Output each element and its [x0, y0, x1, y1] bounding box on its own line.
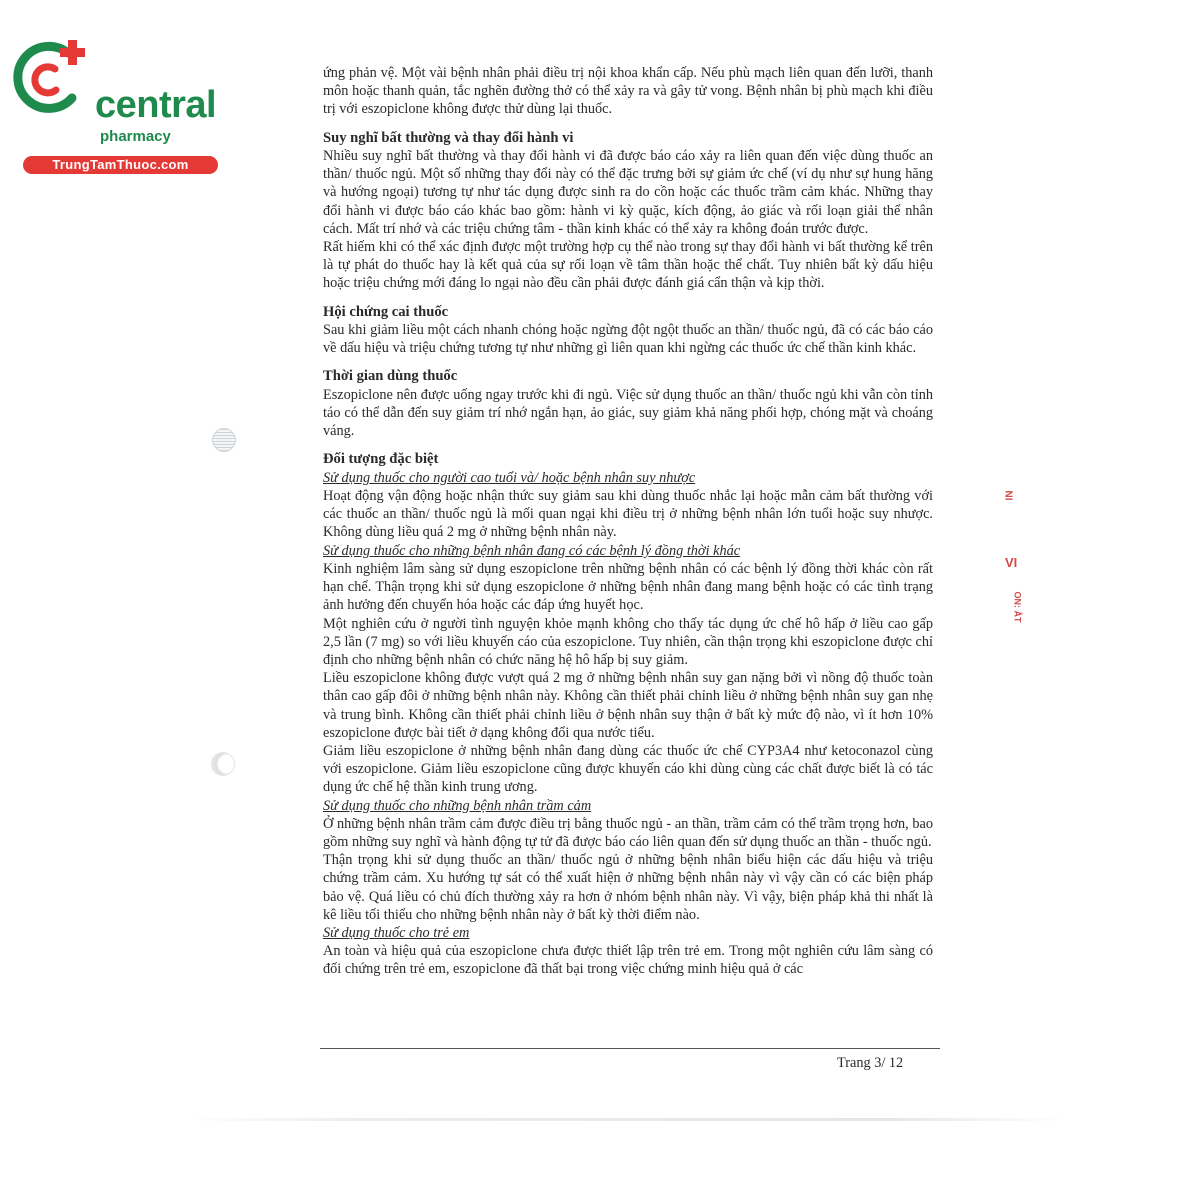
subsection-heading: Sử dụng thuốc cho trẻ em [323, 924, 470, 941]
logo-mark-icon [10, 38, 92, 120]
margin-stamp-mark: ON: ẮT [1012, 591, 1023, 623]
subsection-heading: Sử dụng thuốc cho những bệnh nhân đang có các bệnh lý đồng thời khác [323, 542, 741, 559]
paragraph: Rất hiếm khi có thể xác định được một trường hợp cụ thể nào trong sự thay đổi hành vi bất thường kể trên là tự phát do thuốc hay là kết quả của sự rối loạn về tâm thần hoặc thể chất. Tuy nhiên bất kỳ dấu hiệu hoặc triệu chứng mới đáng lo ngại nào đều cần phải được đánh giá cẩn thận và kịp thời. [323, 239, 933, 292]
logo-url-badge[interactable]: TrungTamThuoc.com [23, 156, 218, 174]
section-heading: Đối tượng đặc biệt [323, 451, 439, 468]
paragraph: Hoạt động vận động hoặc nhận thức suy giảm sau khi dùng thuốc nhắc lại hoặc mẫn cảm bất thường với các thuốc an thần/ thuốc ngủ là mối quan ngại khi điều trị ở những bệnh nhân lớn tuổi hoặc suy nhược. Không dùng liều quá 2 mg ở những bệnh nhân này. [323, 488, 933, 541]
paragraph: ứng phản vệ. Một vài bệnh nhân phải điều trị nội khoa khẩn cấp. Nếu phù mạch liên quan đến lưỡi, thanh môn hoặc thanh quản, tắc nghẽn đường thở có thể xảy ra và gây tử vong. Bệnh nhân bị phù mạch khi điều trị với eszopiclone không được thử dùng lại thuốc. [323, 65, 933, 118]
page-number: Trang 3/ 12 [837, 1055, 904, 1071]
paragraph: Sau khi giảm liều một cách nhanh chóng hoặc ngừng đột ngột thuốc an thần/ thuốc ngủ, đã có các báo cáo về dấu hiệu và triệu chứng tương tự như những gì liên quan khi ngừng các thuốc ức chế thần kinh khác. [323, 322, 933, 357]
paragraph: Nhiều suy nghĩ bất thường và thay đổi hành vi đã được báo cáo xảy ra liên quan đến việc dùng thuốc an thần/ thuốc ngủ. Một số những thay đổi này có thể đặc trưng bởi sự giảm ức chế (ví dụ như sự hung hăng và hướng ngoại) tương tự như tác dụng được sinh ra do cồn hoặc các thuốc trầm cảm khác. Những thay đổi hành vi được báo cáo khác bao gồm: hành vi kỳ quặc, kích động, ảo giác và rối loạn giải thể nhân cách. Mất trí nhớ và các triệu chứng tâm - thần kinh khác có thể xảy ra không đoán trước được. [323, 148, 933, 237]
logo-subtitle: pharmacy [100, 128, 171, 145]
paragraph: Ở những bệnh nhân trầm cảm được điều trị bằng thuốc ngủ - an thần, trầm cảm có thể trầm trọng hơn, bao gồm những suy nghĩ và hành động tự tử đã được báo cáo liên quan đến sử dụng thuốc an thần - thuốc ngủ. [323, 815, 933, 850]
margin-stamp-mark: VI [1005, 555, 1018, 570]
subsection-heading: Sử dụng thuốc cho những bệnh nhân trầm cảm [323, 797, 592, 814]
section-heading: Thời gian dùng thuốc [323, 368, 458, 385]
punch-hole-icon [211, 752, 235, 776]
document-body [323, 64, 933, 979]
paragraph: Kinh nghiệm lâm sàng sử dụng eszopiclone trên những bệnh nhân có các bệnh lý đồng thời khác còn rất hạn chế. Thận trọng khi sử dụng eszopiclone ở những bệnh nhân đang mang bệnh hoặc có các tình trạng ảnh hưởng đến chuyển hóa hoặc các đáp ứng huyết học. [323, 560, 933, 614]
paragraph: Một nghiên cứu ở người tình nguyện khỏe mạnh không cho thấy tác dụng ức chế hô hấp ở liều cao gấp 2,5 lần (7 mg) so với liều khuyến cáo của eszopiclone. Tuy nhiên, cần thận trọng khi eszopiclone được chỉ định cho những bệnh nhân có chức năng hệ hô hấp bị suy giảm. [323, 615, 933, 668]
footer-divider [320, 1048, 940, 1049]
logo-name: central [95, 84, 217, 126]
margin-stamp-mark: NI [1002, 490, 1014, 501]
paragraph: Liều eszopiclone không được vượt quá 2 mg ở những bệnh nhân suy gan nặng bởi vì nồng độ thuốc toàn thân cao gấp đôi ở những bệnh nhân này. Không cần thiết phải chỉnh liều ở những bệnh nhân suy gan nhẹ và trung bình. Không cần thiết phải chỉnh liều ở bệnh nhân suy thận ở bất kỳ mức độ nào, vì ít hơn 10% eszopiclone được bài tiết ở dạng không đổi qua nước tiểu. [323, 670, 933, 741]
punch-hole-icon [212, 428, 236, 452]
section-heading: Suy nghĩ bất thường và thay đổi hành vi [323, 129, 574, 146]
paragraph: Giảm liều eszopiclone ở những bệnh nhân đang dùng các thuốc ức chế CYP3A4 như ketoconazol cùng với eszopiclone. Giảm liều eszopiclone cũng được khuyến cáo khi dùng cùng các chất được biết là có tác dụng ức chế hệ thần kinh trung ương. [323, 742, 933, 796]
paragraph: An toàn và hiệu quả của eszopiclone chưa được thiết lập trên trẻ em. Trong một nghiên cứu lâm sàng có đối chứng trên trẻ em, eszopiclone đã thất bại trong việc chứng minh hiệu quả ở các [323, 943, 933, 978]
paragraph: Thận trọng khi sử dụng thuốc an thần/ thuốc ngủ ở những bệnh nhân biểu hiện các dấu hiệu và triệu chứng trầm cảm. Xu hướng tự sát có thể xuất hiện ở những bệnh nhân này vì vậy cần có các biện pháp bảo vệ. Quá liều có chủ đích thường xảy ra hơn ở nhóm bệnh nhân này. Vì vậy, biện pháp khả thi nhất là kê liều tối thiểu cho những bệnh nhân này ở bất kỳ thời điểm nào. [323, 852, 933, 923]
paragraph: Eszopiclone nên được uống ngay trước khi đi ngủ. Việc sử dụng thuốc an thần/ thuốc ngủ khi vẫn còn tỉnh táo có thể dẫn đến suy giảm trí nhớ ngắn hạn, ảo giác, suy giảm khả năng phối hợp, chóng mặt và choáng váng. [323, 386, 933, 440]
scan-smudge [185, 1118, 1065, 1121]
section-heading: Hội chứng cai thuốc [323, 303, 449, 320]
central-pharmacy-logo[interactable] [10, 38, 217, 172]
subsection-heading: Sử dụng thuốc cho người cao tuổi và/ hoặc bệnh nhân suy nhược [323, 469, 696, 486]
